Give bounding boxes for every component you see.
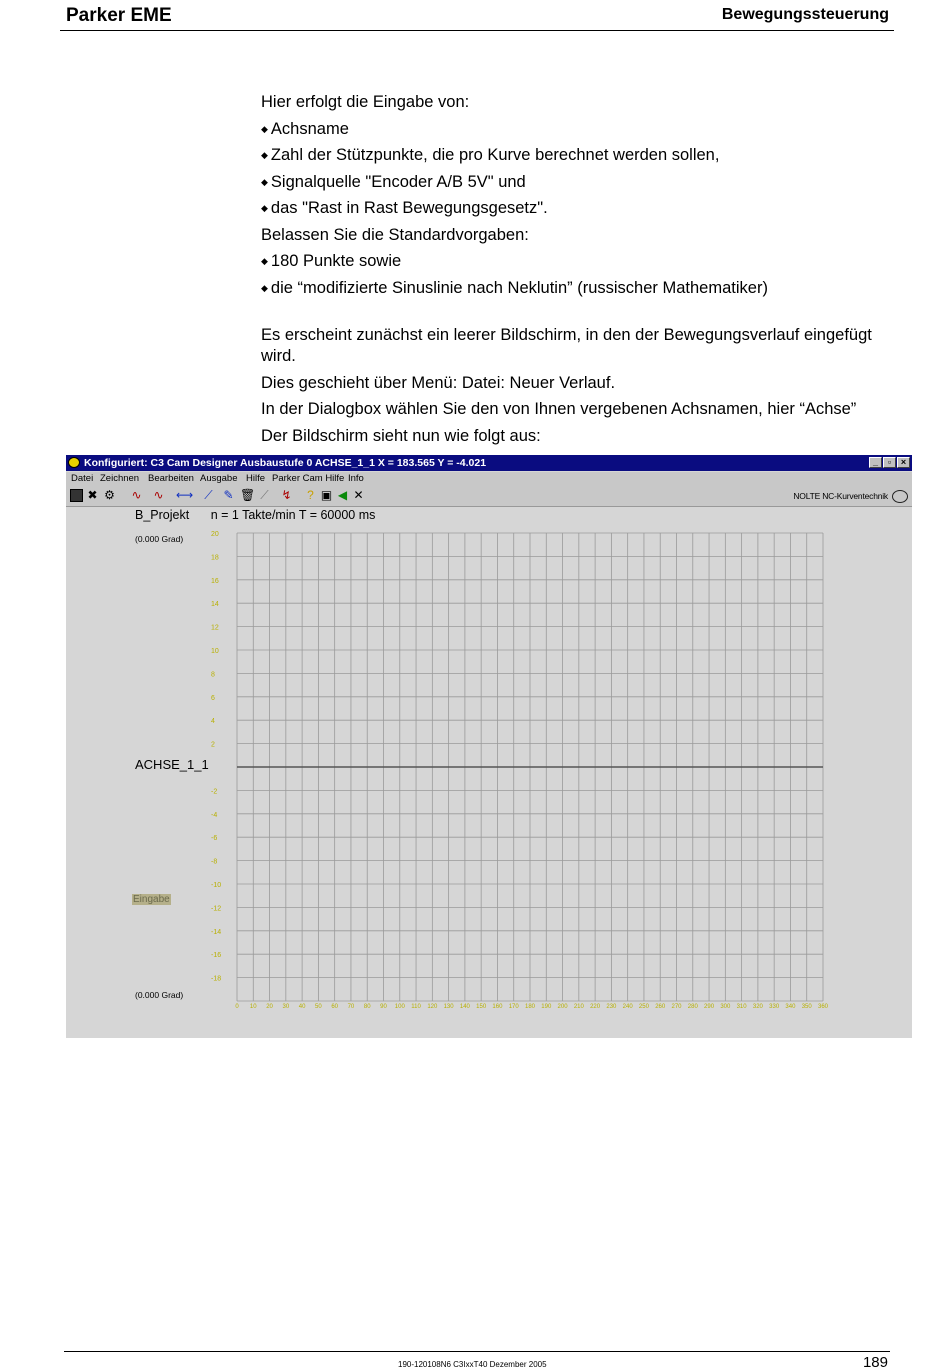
x-tick-label: 270 <box>671 1004 682 1010</box>
x-tick-label: 260 <box>655 1004 666 1010</box>
intro-line-1: ◆ Achsname <box>261 119 901 140</box>
x-tick-label: 240 <box>622 1004 633 1010</box>
x-tick-label: 310 <box>736 1004 747 1010</box>
y-tick-label: -8 <box>211 858 218 866</box>
x-tick-label: 200 <box>557 1004 568 1010</box>
x-tick-label: 10 <box>249 1004 257 1010</box>
y-tick-label: -2 <box>211 788 218 796</box>
x-tick-label: 110 <box>411 1004 421 1010</box>
back-arrow-icon[interactable]: ◀ <box>337 488 348 502</box>
x-tick-label: 220 <box>590 1004 601 1010</box>
menu-parker-cam-hilfe[interactable]: Parker Cam Hilfe <box>272 473 345 484</box>
x-tick-label: 80 <box>363 1004 371 1010</box>
y-tick-label: 16 <box>211 577 219 585</box>
y-tick-label: 12 <box>211 624 219 632</box>
y-tick-label: 10 <box>211 648 219 655</box>
x-tick-label: 40 <box>298 1004 306 1010</box>
maximize-button[interactable]: ▫ <box>883 457 896 468</box>
line-draw-icon[interactable]: ⟋ <box>204 488 213 502</box>
y-tick-label: 6 <box>211 694 215 702</box>
y-tick-label: -14 <box>211 928 222 936</box>
x-tick-label: 330 <box>769 1004 780 1010</box>
menu-ausgabe[interactable]: Ausgabe <box>200 473 238 484</box>
period-label: T = 60000 ms <box>298 508 376 522</box>
speed-label: n = 1 Takte/min <box>210 508 296 522</box>
y-tick-label: 18 <box>211 554 219 562</box>
footer-rule <box>64 1351 890 1352</box>
x-tick-label: 340 <box>785 1004 796 1010</box>
help-icon[interactable]: ? <box>307 488 314 502</box>
curve-edit-icon[interactable]: ∿ <box>153 488 164 502</box>
x-tick-label: 120 <box>427 1004 438 1010</box>
x-tick-label: 20 <box>266 1004 273 1010</box>
signal-icon[interactable]: ↯ <box>281 488 292 502</box>
footer-doc-id: 190-120108N6 C3IxxT40 Dezember 2005 <box>398 1360 547 1369</box>
menu-hilfe[interactable]: Hilfe <box>246 473 266 484</box>
para2-line-2: In der Dialogbox wählen Sie den von Ihnen vergebenen Achsnamen, hier “Achse” <box>261 400 857 418</box>
intro-line-6: ◆ 180 Punkte sowie <box>261 251 901 272</box>
header-brand: Parker EME <box>66 5 172 26</box>
y-tick-label: -4 <box>211 811 218 819</box>
x-tick-label: 320 <box>752 1004 763 1010</box>
intro-line-4: ◆ das "Rast in Rast Bewegungsgesetz". <box>261 198 901 219</box>
y-tick-label: -6 <box>211 835 218 843</box>
menu-datei[interactable]: Datei <box>71 473 94 484</box>
close-icon[interactable]: ✕ <box>353 488 364 502</box>
x-tick-label: 360 <box>817 1004 829 1010</box>
tools-icon[interactable]: ⚙ <box>104 488 115 502</box>
paragraph-gap <box>261 304 901 325</box>
y-tick-label: 14 <box>211 601 219 609</box>
x-tick-label: 280 <box>687 1004 698 1010</box>
intro-line-7: ◆ die “modifizierte Sinuslinie nach Neklutin” (russischer Mathematiker) <box>261 278 901 299</box>
intro-line-3: ◆ Signalquelle "Encoder A/B 5V" und <box>261 172 901 193</box>
axis-name-label: ACHSE_1_1 <box>135 757 209 772</box>
para2-line-0: Es erscheint zunächst ein leerer Bildschirm, in den der Bewegungsverlauf eingefügt wird. <box>261 326 872 365</box>
header-rule <box>60 30 894 31</box>
ramp-icon[interactable]: ⟋ <box>260 488 269 502</box>
y-tick-label: -10 <box>211 882 222 889</box>
x-tick-label: 150 <box>476 1004 487 1010</box>
x-tick-label: 130 <box>443 1004 454 1010</box>
eingabe-button[interactable]: Eingabe <box>133 894 170 905</box>
x-tick-label: 350 <box>801 1004 812 1010</box>
y-tick-label: 4 <box>211 718 215 726</box>
x-tick-label: 160 <box>492 1004 503 1010</box>
x-tick-label: 300 <box>720 1004 731 1010</box>
menu-zeichnen[interactable]: Zeichnen <box>100 473 140 484</box>
x-tick-label: 290 <box>704 1004 715 1010</box>
y-tick-label: -18 <box>211 975 222 983</box>
y-tick-label: 20 <box>211 531 219 538</box>
x-tick-label: 0 <box>235 1004 239 1010</box>
close-button[interactable]: × <box>897 457 910 468</box>
x-tick-label: 70 <box>347 1004 355 1010</box>
page-number: 189 <box>862 1354 888 1371</box>
trash-icon[interactable]: 🗑 <box>240 488 256 502</box>
cam-designer-window <box>66 455 912 1038</box>
project-name: B_Projekt <box>135 508 190 522</box>
x-tick-label: 50 <box>315 1004 322 1010</box>
point-icon[interactable]: ✎ <box>223 488 234 502</box>
intro-line-2: ◆ Zahl der Stützpunkte, die pro Kurve berechnet werden sollen, <box>261 145 901 166</box>
grad-bottom-label: (0.000 Grad) <box>135 990 184 1000</box>
x-tick-label: 230 <box>606 1004 617 1010</box>
y-tick-label: 2 <box>211 741 215 749</box>
para2-line-3: Der Bildschirm sieht nun wie folgt aus: <box>261 426 541 445</box>
x-tick-label: 190 <box>541 1004 552 1010</box>
y-tick-label: -16 <box>211 952 222 960</box>
delete-icon[interactable]: ✖ <box>87 488 98 502</box>
x-tick-label: 90 <box>380 1004 387 1010</box>
window-title: Konfiguriert: C3 Cam Designer Ausbaustufe 0 ACHSE_1_1 X = 183.565 Y = -4.021 <box>84 457 487 469</box>
x-tick-label: 180 <box>524 1004 536 1010</box>
header-section: Bewegungssteuerung <box>721 6 889 23</box>
menu-info[interactable]: Info <box>348 473 364 484</box>
body-text <box>261 92 901 452</box>
x-tick-label: 30 <box>282 1004 290 1010</box>
para2-line-1: Dies geschieht über Menü: Datei: Neuer Verlauf. <box>261 373 616 392</box>
x-tick-label: 170 <box>508 1004 519 1010</box>
intro-line-5: Belassen Sie die Standardvorgaben: <box>261 225 529 244</box>
x-tick-label: 250 <box>638 1004 649 1010</box>
x-tick-label: 140 <box>459 1004 470 1010</box>
x-tick-label: 60 <box>331 1004 339 1010</box>
grad-top-label: (0.000 Grad) <box>135 534 184 544</box>
minimize-button[interactable]: _ <box>869 457 882 468</box>
view-icon[interactable]: ▣ <box>320 488 333 502</box>
intro-line-0: Hier erfolgt die Eingabe von: <box>261 93 470 111</box>
curve-add-icon[interactable]: ∿ <box>131 488 142 502</box>
x-tick-label: 210 <box>573 1004 584 1010</box>
cam-plot[interactable] <box>66 455 912 1038</box>
y-tick-label: 8 <box>211 671 215 679</box>
line-icon[interactable]: ⟷ <box>176 488 194 502</box>
menu-bearbeiten[interactable]: Bearbeiten <box>148 473 194 484</box>
x-tick-label: 100 <box>394 1004 405 1010</box>
y-tick-label: -12 <box>211 905 222 913</box>
nolte-brand-text: NOLTE NC-Kurventechnik <box>793 491 888 501</box>
